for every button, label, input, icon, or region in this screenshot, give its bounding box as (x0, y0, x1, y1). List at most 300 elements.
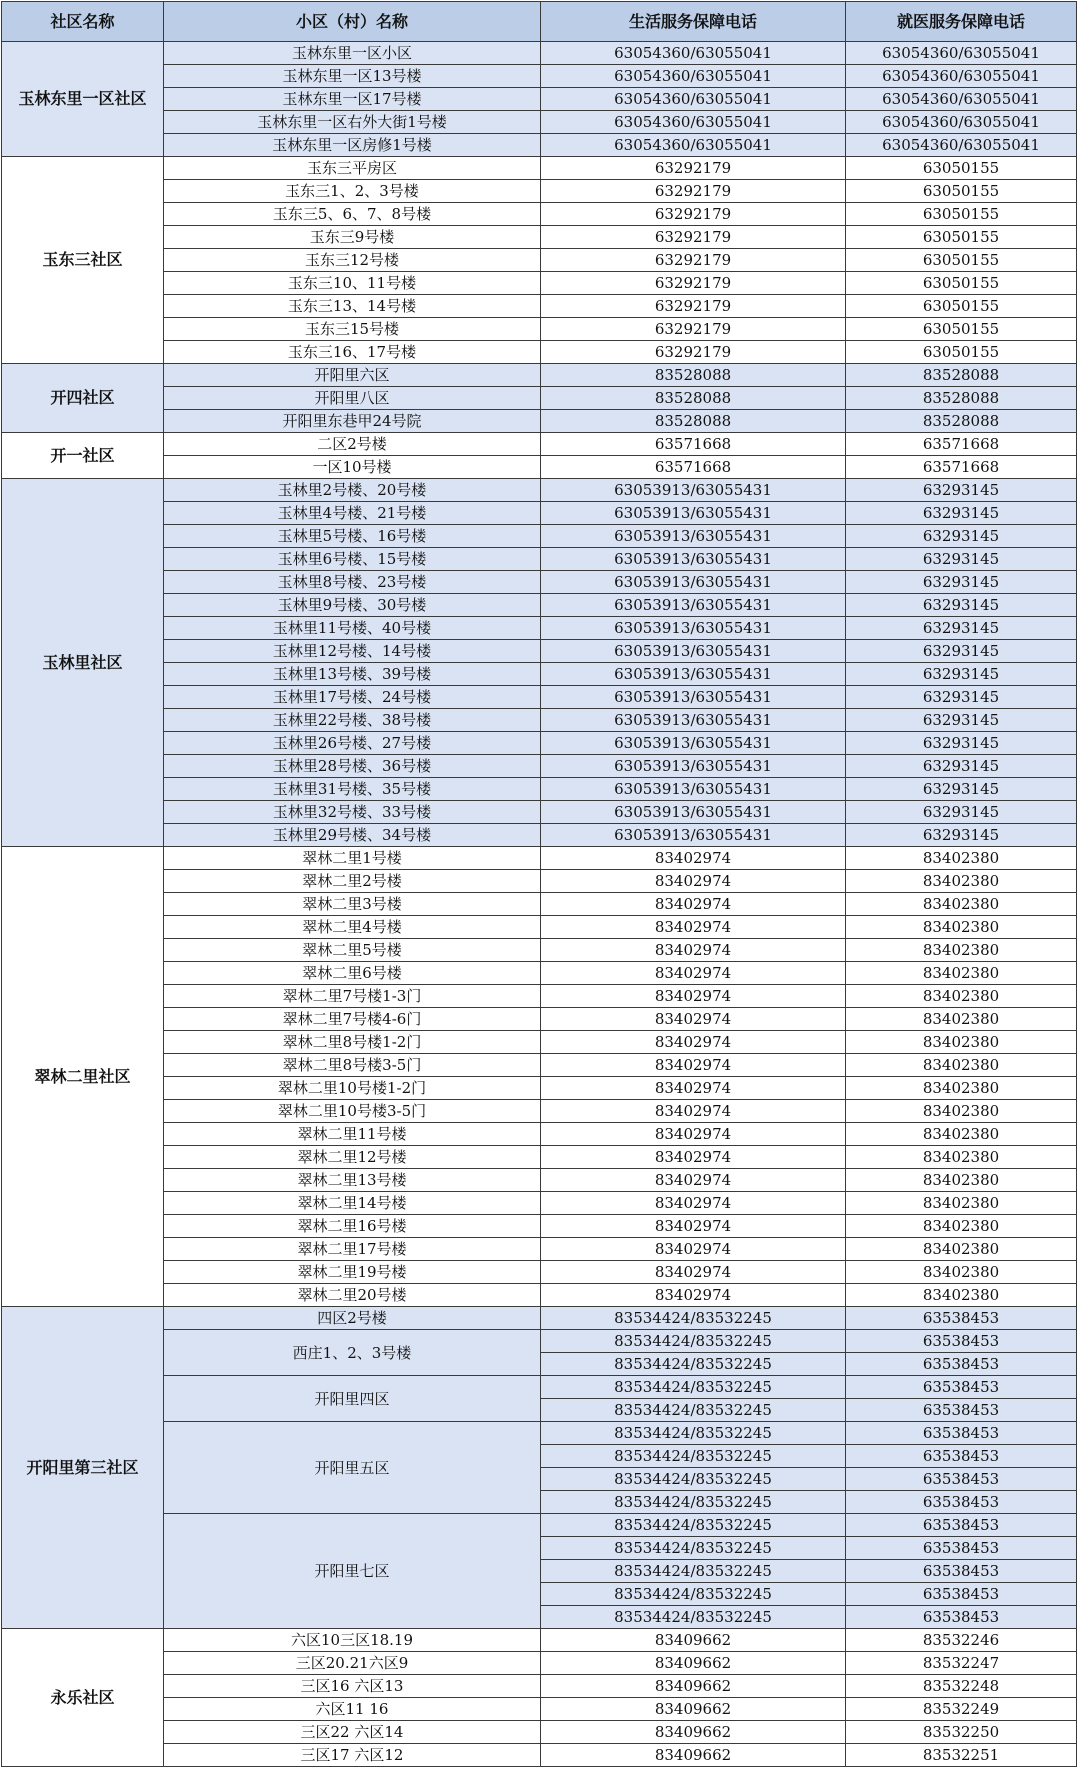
header-medical-service-phone: 就医服务保障电话 (846, 2, 1077, 42)
life-service-phone-cell: 63053913/63055431 (541, 640, 846, 663)
medical-service-phone-cell: 63050155 (846, 226, 1077, 249)
life-service-phone-cell: 63053913/63055431 (541, 663, 846, 686)
table-row (2, 157, 1077, 180)
life-service-phone-cell: 63292179 (541, 341, 846, 364)
header-community: 社区名称 (2, 2, 164, 42)
life-service-phone-cell: 83528088 (541, 364, 846, 387)
life-service-phone-cell: 83402974 (541, 847, 846, 870)
table-row (2, 1629, 1077, 1652)
table-row (2, 1238, 1077, 1261)
table-row (2, 617, 1077, 640)
table-row (2, 111, 1077, 134)
life-service-phone-cell: 83409662 (541, 1675, 846, 1698)
life-service-phone-cell: 83534424/83532245 (541, 1491, 846, 1514)
residential-area-cell: 翠林二里4号楼 (164, 916, 541, 939)
residential-area-cell: 玉林里9号楼、30号楼 (164, 594, 541, 617)
medical-service-phone-cell: 83402380 (846, 1146, 1077, 1169)
life-service-phone-cell: 63054360/63055041 (541, 88, 846, 111)
table-row (2, 1376, 1077, 1399)
life-service-phone-cell: 83402974 (541, 939, 846, 962)
medical-service-phone-cell: 63538453 (846, 1468, 1077, 1491)
table-row (2, 1215, 1077, 1238)
life-service-phone-cell: 63053913/63055431 (541, 617, 846, 640)
medical-service-phone-cell: 83528088 (846, 387, 1077, 410)
residential-area-cell: 玉林东里一区房修1号楼 (164, 134, 541, 157)
residential-area-cell: 翠林二里13号楼 (164, 1169, 541, 1192)
table-row (2, 180, 1077, 203)
life-service-phone-cell: 83402974 (541, 1284, 846, 1307)
table-row (2, 341, 1077, 364)
medical-service-phone-cell: 63050155 (846, 249, 1077, 272)
table-row (2, 778, 1077, 801)
residential-area-cell: 玉林里8号楼、23号楼 (164, 571, 541, 594)
medical-service-phone-cell: 63050155 (846, 272, 1077, 295)
medical-service-phone-cell: 63538453 (846, 1353, 1077, 1376)
life-service-phone-cell: 83402974 (541, 1261, 846, 1284)
residential-area-cell: 翠林二里1号楼 (164, 847, 541, 870)
medical-service-phone-cell: 63293145 (846, 594, 1077, 617)
medical-service-phone-cell: 63538453 (846, 1514, 1077, 1537)
residential-area-cell: 翠林二里7号楼4-6门 (164, 1008, 541, 1031)
community-name-cell: 玉东三社区 (2, 157, 164, 364)
medical-service-phone-cell: 63293145 (846, 479, 1077, 502)
residential-area-cell: 翠林二里8号楼1-2门 (164, 1031, 541, 1054)
table-row (2, 1054, 1077, 1077)
community-group (2, 479, 1077, 847)
table-row (2, 502, 1077, 525)
table-row (2, 847, 1077, 870)
residential-area-cell: 一区10号楼 (164, 456, 541, 479)
table-row (2, 249, 1077, 272)
community-name-cell: 开一社区 (2, 433, 164, 479)
table-row (2, 893, 1077, 916)
life-service-phone-cell: 83409662 (541, 1629, 846, 1652)
residential-area-cell: 玉林东里一区13号楼 (164, 65, 541, 88)
residential-area-cell: 玉东三10、11号楼 (164, 272, 541, 295)
medical-service-phone-cell: 63538453 (846, 1583, 1077, 1606)
residential-area-cell: 六区11 16 (164, 1698, 541, 1721)
medical-service-phone-cell: 63538453 (846, 1445, 1077, 1468)
residential-area-cell: 玉东三15号楼 (164, 318, 541, 341)
life-service-phone-cell: 83402974 (541, 1146, 846, 1169)
table-row (2, 916, 1077, 939)
residential-area-cell: 三区17 六区12 (164, 1744, 541, 1767)
table-row (2, 1514, 1077, 1537)
medical-service-phone-cell: 83402380 (846, 1238, 1077, 1261)
service-phone-table (1, 1, 1077, 1767)
medical-service-phone-cell: 83402380 (846, 1008, 1077, 1031)
table-row (2, 226, 1077, 249)
life-service-phone-cell: 63053913/63055431 (541, 525, 846, 548)
table-row (2, 1146, 1077, 1169)
table-row (2, 755, 1077, 778)
life-service-phone-cell: 83402974 (541, 916, 846, 939)
residential-area-cell: 翠林二里19号楼 (164, 1261, 541, 1284)
table-row (2, 640, 1077, 663)
residential-area-cell: 三区16 六区13 (164, 1675, 541, 1698)
table-row (2, 732, 1077, 755)
community-name-cell: 永乐社区 (2, 1629, 164, 1767)
table-row (2, 686, 1077, 709)
residential-area-cell: 玉林里22号楼、38号楼 (164, 709, 541, 732)
table-row (2, 456, 1077, 479)
community-group (2, 1307, 1077, 1629)
medical-service-phone-cell: 63054360/63055041 (846, 42, 1077, 65)
community-group (2, 42, 1077, 157)
residential-area-cell: 玉东三12号楼 (164, 249, 541, 272)
life-service-phone-cell: 83534424/83532245 (541, 1376, 846, 1399)
medical-service-phone-cell: 63293145 (846, 824, 1077, 847)
residential-area-cell: 开阳里八区 (164, 387, 541, 410)
medical-service-phone-cell: 83532248 (846, 1675, 1077, 1698)
community-name-cell: 玉林东里一区社区 (2, 42, 164, 157)
residential-area-cell: 四区2号楼 (164, 1307, 541, 1330)
residential-area-cell: 玉林里5号楼、16号楼 (164, 525, 541, 548)
residential-area-cell: 翠林二里10号楼1-2门 (164, 1077, 541, 1100)
life-service-phone-cell: 83528088 (541, 410, 846, 433)
life-service-phone-cell: 63571668 (541, 433, 846, 456)
medical-service-phone-cell: 83402380 (846, 893, 1077, 916)
header-life-service-phone: 生活服务保障电话 (541, 2, 846, 42)
medical-service-phone-cell: 63050155 (846, 157, 1077, 180)
residential-area-cell: 翠林二里6号楼 (164, 962, 541, 985)
medical-service-phone-cell: 63538453 (846, 1330, 1077, 1353)
life-service-phone-cell: 83402974 (541, 962, 846, 985)
life-service-phone-cell: 63053913/63055431 (541, 755, 846, 778)
life-service-phone-cell: 83534424/83532245 (541, 1330, 846, 1353)
medical-service-phone-cell: 83402380 (846, 870, 1077, 893)
life-service-phone-cell: 83402974 (541, 1123, 846, 1146)
life-service-phone-cell: 63292179 (541, 249, 846, 272)
table-row (2, 1123, 1077, 1146)
table-row (2, 548, 1077, 571)
medical-service-phone-cell: 83532251 (846, 1744, 1077, 1767)
medical-service-phone-cell: 83402380 (846, 1215, 1077, 1238)
residential-area-cell: 玉林里4号楼、21号楼 (164, 502, 541, 525)
life-service-phone-cell: 83534424/83532245 (541, 1399, 846, 1422)
residential-area-cell: 二区2号楼 (164, 433, 541, 456)
table-row (2, 1100, 1077, 1123)
life-service-phone-cell: 83402974 (541, 893, 846, 916)
life-service-phone-cell: 83402974 (541, 1031, 846, 1054)
life-service-phone-cell: 63571668 (541, 456, 846, 479)
table-row (2, 203, 1077, 226)
medical-service-phone-cell: 83528088 (846, 364, 1077, 387)
table-row (2, 1307, 1077, 1330)
life-service-phone-cell: 83528088 (541, 387, 846, 410)
life-service-phone-cell: 83402974 (541, 1192, 846, 1215)
residential-area-cell: 翠林二里12号楼 (164, 1146, 541, 1169)
table-row (2, 1721, 1077, 1744)
medical-service-phone-cell: 63571668 (846, 456, 1077, 479)
medical-service-phone-cell: 83402380 (846, 962, 1077, 985)
residential-area-cell: 玉东三平房区 (164, 157, 541, 180)
table-row (2, 134, 1077, 157)
residential-area-cell: 玉林里26号楼、27号楼 (164, 732, 541, 755)
medical-service-phone-cell: 63538453 (846, 1606, 1077, 1629)
residential-area-cell: 六区10三区18.19 (164, 1629, 541, 1652)
table-row (2, 1077, 1077, 1100)
life-service-phone-cell: 83534424/83532245 (541, 1468, 846, 1491)
table-row (2, 479, 1077, 502)
residential-area-cell: 三区22 六区14 (164, 1721, 541, 1744)
residential-area-cell: 玉东三5、6、7、8号楼 (164, 203, 541, 226)
life-service-phone-cell: 63053913/63055431 (541, 502, 846, 525)
life-service-phone-cell: 83402974 (541, 985, 846, 1008)
residential-area-cell: 玉林东里一区17号楼 (164, 88, 541, 111)
table-row (2, 571, 1077, 594)
table-header (2, 2, 1077, 42)
table-row (2, 433, 1077, 456)
table-row (2, 42, 1077, 65)
table-row (2, 1008, 1077, 1031)
life-service-phone-cell: 63053913/63055431 (541, 778, 846, 801)
table-row (2, 318, 1077, 341)
medical-service-phone-cell: 63538453 (846, 1376, 1077, 1399)
life-service-phone-cell: 63292179 (541, 180, 846, 203)
table-row (2, 1169, 1077, 1192)
community-name-cell: 开四社区 (2, 364, 164, 433)
medical-service-phone-cell: 63293145 (846, 686, 1077, 709)
life-service-phone-cell: 83534424/83532245 (541, 1353, 846, 1376)
residential-area-cell: 玉林里32号楼、33号楼 (164, 801, 541, 824)
residential-area-cell: 西庄1、2、3号楼 (164, 1330, 541, 1376)
life-service-phone-cell: 63053913/63055431 (541, 732, 846, 755)
medical-service-phone-cell: 83402380 (846, 847, 1077, 870)
table-row (2, 1284, 1077, 1307)
medical-service-phone-cell: 63293145 (846, 548, 1077, 571)
medical-service-phone-cell: 63054360/63055041 (846, 65, 1077, 88)
medical-service-phone-cell: 63293145 (846, 640, 1077, 663)
life-service-phone-cell: 83402974 (541, 1008, 846, 1031)
medical-service-phone-cell: 83532247 (846, 1652, 1077, 1675)
life-service-phone-cell: 83409662 (541, 1652, 846, 1675)
life-service-phone-cell: 63053913/63055431 (541, 686, 846, 709)
table-row (2, 1675, 1077, 1698)
medical-service-phone-cell: 83402380 (846, 985, 1077, 1008)
medical-service-phone-cell: 83402380 (846, 1100, 1077, 1123)
medical-service-phone-cell: 83528088 (846, 410, 1077, 433)
life-service-phone-cell: 63292179 (541, 272, 846, 295)
medical-service-phone-cell: 63293145 (846, 732, 1077, 755)
community-name-cell: 玉林里社区 (2, 479, 164, 847)
life-service-phone-cell: 83409662 (541, 1721, 846, 1744)
residential-area-cell: 三区20.21六区9 (164, 1652, 541, 1675)
table-row (2, 364, 1077, 387)
medical-service-phone-cell: 63538453 (846, 1399, 1077, 1422)
table-row (2, 272, 1077, 295)
medical-service-phone-cell: 83402380 (846, 1054, 1077, 1077)
community-group (2, 847, 1077, 1307)
life-service-phone-cell: 63053913/63055431 (541, 594, 846, 617)
table-row (2, 1031, 1077, 1054)
medical-service-phone-cell: 83402380 (846, 1031, 1077, 1054)
medical-service-phone-cell: 63538453 (846, 1537, 1077, 1560)
medical-service-phone-cell: 63293145 (846, 709, 1077, 732)
life-service-phone-cell: 63292179 (541, 157, 846, 180)
medical-service-phone-cell: 63054360/63055041 (846, 111, 1077, 134)
medical-service-phone-cell: 63050155 (846, 295, 1077, 318)
medical-service-phone-cell: 63538453 (846, 1560, 1077, 1583)
medical-service-phone-cell: 63293145 (846, 617, 1077, 640)
community-group (2, 157, 1077, 364)
life-service-phone-cell: 83402974 (541, 1238, 846, 1261)
residential-area-cell: 玉林里6号楼、15号楼 (164, 548, 541, 571)
medical-service-phone-cell: 63293145 (846, 755, 1077, 778)
medical-service-phone-cell: 63293145 (846, 502, 1077, 525)
medical-service-phone-cell: 63054360/63055041 (846, 88, 1077, 111)
residential-area-cell: 玉林里29号楼、34号楼 (164, 824, 541, 847)
table-row (2, 962, 1077, 985)
table-row (2, 1192, 1077, 1215)
life-service-phone-cell: 83534424/83532245 (541, 1560, 846, 1583)
residential-area-cell: 开阳里六区 (164, 364, 541, 387)
medical-service-phone-cell: 63050155 (846, 180, 1077, 203)
life-service-phone-cell: 63053913/63055431 (541, 548, 846, 571)
community-name-cell: 翠林二里社区 (2, 847, 164, 1307)
residential-area-cell: 玉林里17号楼、24号楼 (164, 686, 541, 709)
medical-service-phone-cell: 83532250 (846, 1721, 1077, 1744)
life-service-phone-cell: 63053913/63055431 (541, 824, 846, 847)
medical-service-phone-cell: 63050155 (846, 318, 1077, 341)
residential-area-cell: 玉林里13号楼、39号楼 (164, 663, 541, 686)
life-service-phone-cell: 83402974 (541, 1169, 846, 1192)
table-row (2, 1422, 1077, 1445)
residential-area-cell: 翠林二里17号楼 (164, 1238, 541, 1261)
table-row (2, 1698, 1077, 1721)
life-service-phone-cell: 83409662 (541, 1698, 846, 1721)
table-row (2, 410, 1077, 433)
medical-service-phone-cell: 63293145 (846, 663, 1077, 686)
life-service-phone-cell: 83409662 (541, 1744, 846, 1767)
table-row (2, 65, 1077, 88)
residential-area-cell: 翠林二里8号楼3-5门 (164, 1054, 541, 1077)
table-row (2, 594, 1077, 617)
residential-area-cell: 翠林二里5号楼 (164, 939, 541, 962)
medical-service-phone-cell: 63293145 (846, 525, 1077, 548)
life-service-phone-cell: 83534424/83532245 (541, 1537, 846, 1560)
table-row (2, 801, 1077, 824)
residential-area-cell: 玉林东里一区右外大街1号楼 (164, 111, 541, 134)
medical-service-phone-cell: 63293145 (846, 801, 1077, 824)
medical-service-phone-cell: 63293145 (846, 778, 1077, 801)
residential-area-cell: 玉林里2号楼、20号楼 (164, 479, 541, 502)
medical-service-phone-cell: 63571668 (846, 433, 1077, 456)
medical-service-phone-cell: 83532249 (846, 1698, 1077, 1721)
header-residential-area: 小区（村）名称 (164, 2, 541, 42)
table-row (2, 295, 1077, 318)
table-row (2, 985, 1077, 1008)
table-row (2, 663, 1077, 686)
medical-service-phone-cell: 83402380 (846, 1169, 1077, 1192)
residential-area-cell: 玉林里12号楼、14号楼 (164, 640, 541, 663)
life-service-phone-cell: 63292179 (541, 295, 846, 318)
medical-service-phone-cell: 63538453 (846, 1491, 1077, 1514)
medical-service-phone-cell: 83402380 (846, 1284, 1077, 1307)
medical-service-phone-cell: 63050155 (846, 341, 1077, 364)
medical-service-phone-cell: 63538453 (846, 1307, 1077, 1330)
life-service-phone-cell: 63053913/63055431 (541, 801, 846, 824)
residential-area-cell: 玉东三1、2、3号楼 (164, 180, 541, 203)
life-service-phone-cell: 83534424/83532245 (541, 1307, 846, 1330)
medical-service-phone-cell: 63050155 (846, 203, 1077, 226)
life-service-phone-cell: 63053913/63055431 (541, 479, 846, 502)
residential-area-cell: 翠林二里7号楼1-3门 (164, 985, 541, 1008)
residential-area-cell: 翠林二里16号楼 (164, 1215, 541, 1238)
residential-area-cell: 翠林二里11号楼 (164, 1123, 541, 1146)
life-service-phone-cell: 83402974 (541, 1100, 846, 1123)
life-service-phone-cell: 83534424/83532245 (541, 1445, 846, 1468)
community-group (2, 1629, 1077, 1767)
table-row (2, 387, 1077, 410)
medical-service-phone-cell: 83402380 (846, 1077, 1077, 1100)
community-name-cell: 开阳里第三社区 (2, 1307, 164, 1629)
residential-area-cell: 翠林二里20号楼 (164, 1284, 541, 1307)
medical-service-phone-cell: 63538453 (846, 1422, 1077, 1445)
life-service-phone-cell: 83402974 (541, 1215, 846, 1238)
residential-area-cell: 翠林二里14号楼 (164, 1192, 541, 1215)
medical-service-phone-cell: 83402380 (846, 1123, 1077, 1146)
life-service-phone-cell: 63292179 (541, 226, 846, 249)
medical-service-phone-cell: 63054360/63055041 (846, 134, 1077, 157)
residential-area-cell: 玉林里28号楼、36号楼 (164, 755, 541, 778)
residential-area-cell: 玉东三9号楼 (164, 226, 541, 249)
medical-service-phone-cell: 83402380 (846, 939, 1077, 962)
life-service-phone-cell: 63292179 (541, 203, 846, 226)
life-service-phone-cell: 83534424/83532245 (541, 1422, 846, 1445)
table-row (2, 88, 1077, 111)
table-row (2, 709, 1077, 732)
residential-area-cell: 玉林东里一区小区 (164, 42, 541, 65)
life-service-phone-cell: 63054360/63055041 (541, 134, 846, 157)
residential-area-cell: 玉林里11号楼、40号楼 (164, 617, 541, 640)
life-service-phone-cell: 83534424/83532245 (541, 1583, 846, 1606)
residential-area-cell: 开阳里七区 (164, 1514, 541, 1629)
table-row (2, 939, 1077, 962)
table-row (2, 824, 1077, 847)
table-row (2, 1744, 1077, 1767)
residential-area-cell: 玉东三13、14号楼 (164, 295, 541, 318)
residential-area-cell: 翠林二里2号楼 (164, 870, 541, 893)
residential-area-cell: 翠林二里3号楼 (164, 893, 541, 916)
medical-service-phone-cell: 83402380 (846, 1261, 1077, 1284)
life-service-phone-cell: 63053913/63055431 (541, 709, 846, 732)
life-service-phone-cell: 63054360/63055041 (541, 111, 846, 134)
life-service-phone-cell: 63292179 (541, 318, 846, 341)
residential-area-cell: 玉林里31号楼、35号楼 (164, 778, 541, 801)
table-row (2, 525, 1077, 548)
medical-service-phone-cell: 83402380 (846, 1192, 1077, 1215)
header-row (2, 2, 1077, 42)
medical-service-phone-cell: 63293145 (846, 571, 1077, 594)
medical-service-phone-cell: 83402380 (846, 916, 1077, 939)
residential-area-cell: 玉东三16、17号楼 (164, 341, 541, 364)
life-service-phone-cell: 83402974 (541, 870, 846, 893)
table-row (2, 1652, 1077, 1675)
community-group (2, 433, 1077, 479)
life-service-phone-cell: 83402974 (541, 1054, 846, 1077)
residential-area-cell: 翠林二里10号楼3-5门 (164, 1100, 541, 1123)
medical-service-phone-cell: 83532246 (846, 1629, 1077, 1652)
life-service-phone-cell: 83534424/83532245 (541, 1514, 846, 1537)
table-row (2, 1261, 1077, 1284)
community-group (2, 364, 1077, 433)
life-service-phone-cell: 83534424/83532245 (541, 1606, 846, 1629)
table-row (2, 870, 1077, 893)
life-service-phone-cell: 63054360/63055041 (541, 65, 846, 88)
life-service-phone-cell: 63054360/63055041 (541, 42, 846, 65)
life-service-phone-cell: 63053913/63055431 (541, 571, 846, 594)
